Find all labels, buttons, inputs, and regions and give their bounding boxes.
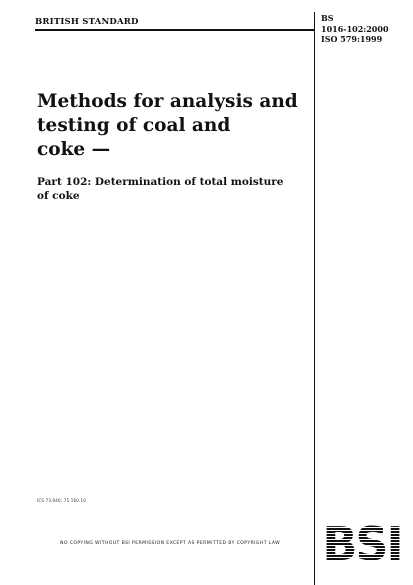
document-category-label: BRITISH STANDARD xyxy=(35,17,139,27)
standard-number: 1016-102:2000 xyxy=(321,23,389,34)
document-title xyxy=(37,90,312,162)
title-line: Methods for analysis and xyxy=(37,91,298,112)
title-line: coke — xyxy=(37,139,111,160)
title-line: testing of coal and xyxy=(37,115,231,136)
part-title-line: of coke xyxy=(37,190,80,202)
standard-prefix: BS xyxy=(321,13,334,23)
part-title-line: Part 102: Determination of total moisture xyxy=(37,176,284,188)
ics-code: ICS 73.040; 75.160.10 xyxy=(37,498,86,503)
margin-divider xyxy=(314,12,315,585)
copyright-notice: NO COPYING WITHOUT BSI PERMISSION EXCEPT AS PERMITTED BY COPYRIGHT LAW xyxy=(60,541,281,546)
bsi-logo xyxy=(324,516,400,564)
header-rule xyxy=(35,29,314,31)
document-part-title xyxy=(37,175,312,203)
iso-number: ISO 579:1999 xyxy=(321,34,383,44)
standard-number-block xyxy=(321,13,389,45)
